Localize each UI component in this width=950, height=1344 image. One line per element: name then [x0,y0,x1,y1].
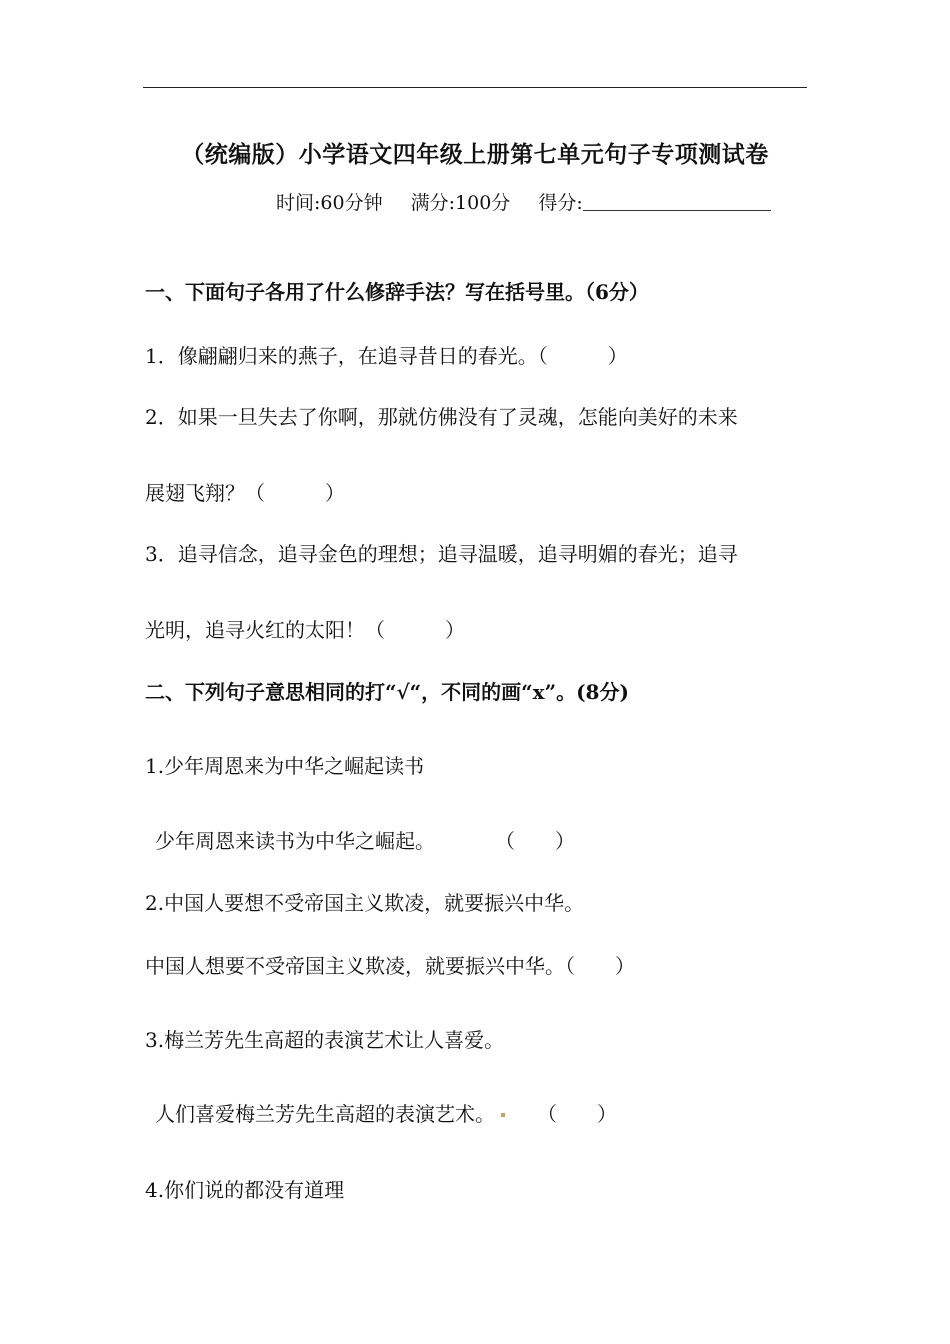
section2-question-2-original: 2.中国人要想不受帝国主义欺凌，就要振兴中华。 [145,891,585,915]
section2-question-3-compare: 人们喜爱梅兰芳先生高超的表演艺术。 [155,1102,495,1126]
section1-question-2-line2: 展翅飞翔？（ ） [145,481,345,505]
section1-question-2-line1: 2．如果一旦失去了你啊，那就仿佛没有了灵魂，怎能向美好的未来 [145,405,738,429]
page-title: （统编版）小学语文四年级上册第七单元句子专项测试卷 [181,141,769,168]
section1-question-3-line2: 光明，追寻火红的太阳！（ ） [145,618,465,642]
top-rule-divider [143,87,807,88]
section1-heading: 一、下面句子各用了什么修辞手法？写在括号里。（6分） [145,280,649,304]
section2-question-3-original: 3.梅兰芳先生高超的表演艺术让人喜爱。 [145,1028,505,1052]
section1-question-1: 1．像翩翩归来的燕子，在追寻昔日的春光。（ ） [145,344,628,368]
score-blank-line[interactable] [583,192,771,211]
section2-question-3-compare-row [155,1098,617,1127]
stray-dot-mark [501,1113,505,1117]
full-score: 满分:100分 [410,192,511,214]
section1-question-3-line1: 3．追寻信念，追寻金色的理想；追寻温暖，追寻明媚的春光；追寻 [145,542,738,566]
time-limit: 时间:60分钟 [276,192,383,214]
score-label: 得分: [538,192,583,214]
exam-meta [276,188,771,215]
section2-question-2-compare: 中国人想要不受帝国主义欺凌，就要振兴中华。（ ） [145,954,635,978]
section2-question-1-compare: 少年周恩来读书为中华之崛起。 （ ） [155,829,575,853]
section2-question-1-original: 1.少年周恩来为中华之崛起读书 [145,754,425,778]
section2-question-4-original: 4.你们说的都没有道理 [145,1178,345,1202]
answer-blank: （ ） [537,1102,617,1126]
section2-heading: 二、下列句子意思相同的打“√“，不同的画“x”。(8分) [145,680,629,704]
